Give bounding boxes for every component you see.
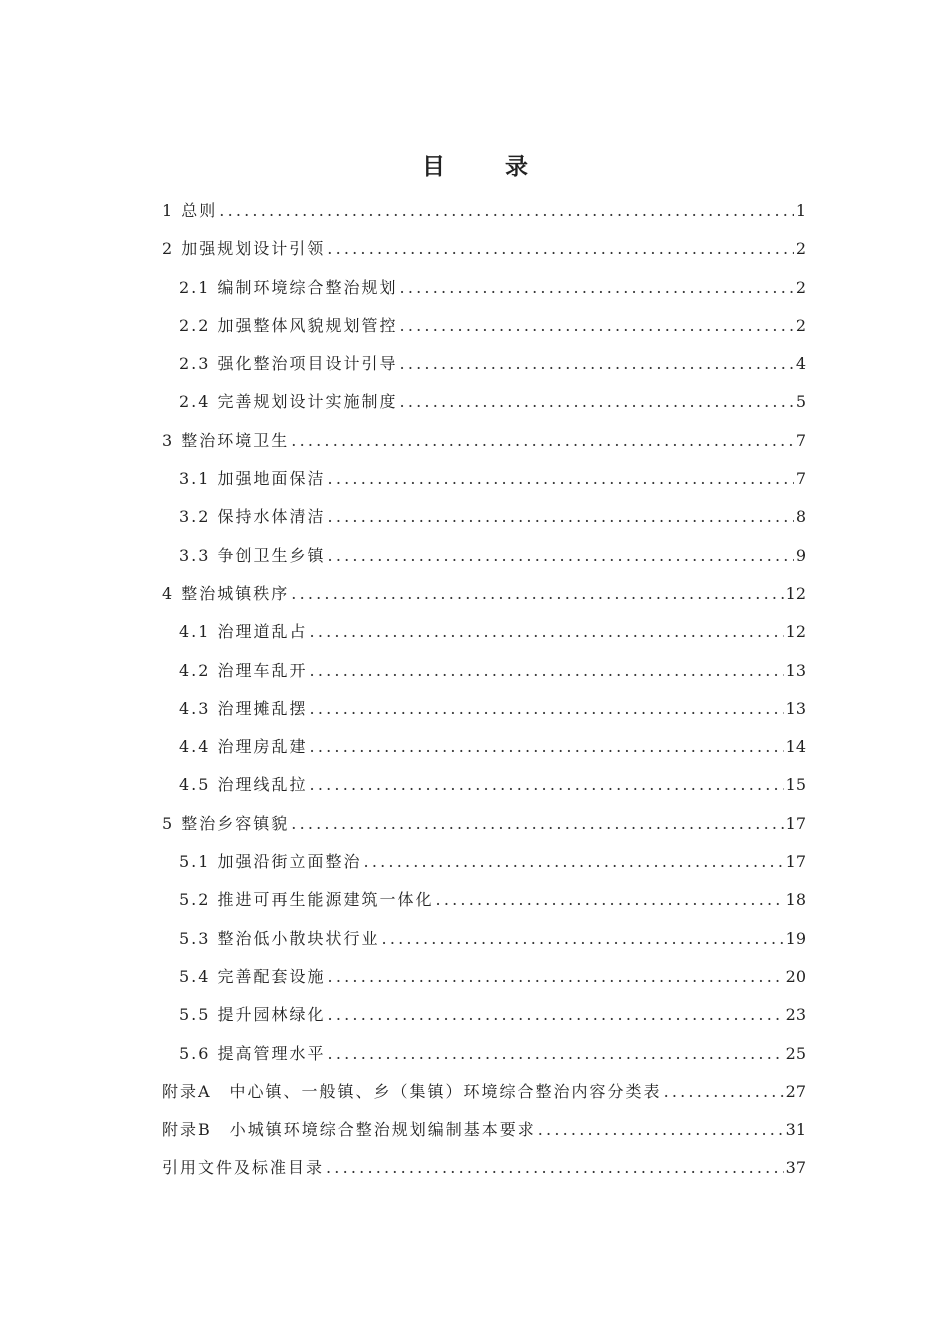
toc-entry-label: 2.2 加强整体风貌规划管控 <box>179 315 398 335</box>
toc-entry-page-number: 14 <box>785 737 806 757</box>
toc-entry-label: 附录A 中心镇、一般镇、乡（集镇）环境综合整治内容分类表 <box>162 1081 662 1101</box>
toc-entry-page-number: 7 <box>795 469 806 489</box>
toc-entry-page-number: 17 <box>785 852 806 872</box>
toc-entry[interactable] <box>162 383 806 421</box>
toc-entry-label: 5.4 完善配套设施 <box>179 966 326 986</box>
toc-dot-leader <box>310 613 784 651</box>
toc-entry-page-number: 5 <box>795 392 806 412</box>
toc-entry-label: 引用文件及标准目录 <box>162 1158 325 1178</box>
toc-dot-leader <box>400 383 794 421</box>
toc-entry-page-number: 15 <box>785 775 806 795</box>
toc-entry-page-number: 7 <box>795 430 806 450</box>
toc-entry-label: 附录B 小城镇环境综合整治规划编制基本要求 <box>162 1120 536 1140</box>
toc-entry-page-number: 2 <box>795 277 806 297</box>
toc-dot-leader <box>382 920 784 958</box>
toc-entry-label: 4.3 治理摊乱摆 <box>179 698 308 718</box>
toc-entry-page-number: 27 <box>785 1081 806 1101</box>
toc-entry-label: 2 加强规划设计引领 <box>162 239 326 259</box>
toc-entry-label: 5.2 推进可再生能源建筑一体化 <box>179 890 434 910</box>
toc-entry-page-number: 18 <box>785 890 806 910</box>
toc-entry[interactable] <box>162 422 806 460</box>
toc-entry-page-number: 4 <box>795 354 806 374</box>
toc-entry-label: 2.4 完善规划设计实施制度 <box>179 392 398 412</box>
toc-dot-leader <box>291 805 783 843</box>
toc-dot-leader <box>436 881 784 919</box>
toc-dot-leader <box>326 1149 784 1187</box>
toc-entry[interactable] <box>162 996 806 1034</box>
toc-dot-leader <box>310 652 784 690</box>
toc-dot-leader <box>400 345 794 383</box>
toc-entry-label: 3.3 争创卫生乡镇 <box>179 545 326 565</box>
toc-entry-label: 1 总则 <box>162 201 218 220</box>
toc-entry-label: 3.1 加强地面保洁 <box>179 469 326 489</box>
toc-entry[interactable] <box>162 460 806 498</box>
toc-entry[interactable] <box>162 192 806 230</box>
toc-entry-label: 3 整治环境卫生 <box>162 430 290 450</box>
toc-entry-label: 5.3 整治低小散块状行业 <box>179 928 380 948</box>
toc-entry-page-number: 2 <box>795 315 806 335</box>
toc-entry-label: 4.5 治理线乱拉 <box>179 775 308 795</box>
toc-entry-page-number: 8 <box>795 507 806 527</box>
toc-entry-page-number: 37 <box>785 1158 806 1178</box>
toc-entry[interactable] <box>162 498 806 536</box>
toc-entry-label: 2.3 强化整治项目设计引导 <box>179 354 398 374</box>
toc-entry-label: 4.2 治理车乱开 <box>179 660 308 680</box>
toc-entry[interactable] <box>162 958 806 996</box>
toc-entry-label: 3.2 保持水体清洁 <box>179 507 326 527</box>
toc-entry-label: 5 整治乡容镇貌 <box>162 813 290 833</box>
toc-entry[interactable] <box>162 575 806 613</box>
toc-dot-leader <box>310 766 784 804</box>
toc-entry[interactable] <box>162 805 806 843</box>
toc-entry-label: 4 整治城镇秩序 <box>162 583 290 603</box>
toc-entry-page-number: 19 <box>785 928 806 948</box>
toc-entry-page-number: 17 <box>785 813 806 833</box>
toc-dot-leader <box>364 843 784 881</box>
toc-entry[interactable] <box>162 1149 806 1187</box>
toc-entry-label: 2.1 编制环境综合整治规划 <box>179 277 398 297</box>
toc-entry-label: 4.4 治理房乱建 <box>179 737 308 757</box>
toc-entry[interactable] <box>162 1111 806 1149</box>
table-of-contents <box>162 192 806 1188</box>
toc-dot-leader <box>327 230 794 268</box>
toc-entry-page-number: 9 <box>795 545 806 565</box>
toc-dot-leader <box>328 460 794 498</box>
toc-entry-label: 4.1 治理道乱占 <box>179 622 308 642</box>
toc-entry[interactable] <box>162 307 806 345</box>
toc-entry-page-number: 1 <box>795 201 806 220</box>
toc-entry-page-number: 13 <box>785 660 806 680</box>
toc-entry[interactable] <box>162 345 806 383</box>
toc-dot-leader <box>664 1073 784 1111</box>
toc-dot-leader <box>400 307 794 345</box>
toc-dot-leader <box>310 728 784 766</box>
toc-dot-leader <box>328 1035 784 1073</box>
toc-dot-leader <box>400 269 794 307</box>
toc-entry-page-number: 31 <box>785 1120 806 1140</box>
toc-dot-leader <box>328 996 784 1034</box>
toc-entry-label: 5.5 提升园林绿化 <box>179 1005 326 1025</box>
toc-entry[interactable] <box>162 537 806 575</box>
toc-entry-label: 5.1 加强沿街立面整治 <box>179 852 362 872</box>
page-title: 目 录 <box>421 153 554 180</box>
toc-entry[interactable] <box>162 881 806 919</box>
toc-entry-page-number: 23 <box>785 1005 806 1025</box>
toc-dot-leader <box>328 537 794 575</box>
toc-entry-page-number: 2 <box>795 239 806 259</box>
toc-entry[interactable] <box>162 652 806 690</box>
toc-entry[interactable] <box>162 613 806 651</box>
toc-dot-leader <box>538 1111 784 1149</box>
toc-entry-page-number: 20 <box>785 966 806 986</box>
toc-entry[interactable] <box>162 230 806 268</box>
toc-dot-leader <box>291 575 783 613</box>
toc-dot-leader <box>310 690 784 728</box>
toc-entry[interactable] <box>162 728 806 766</box>
toc-entry[interactable] <box>162 843 806 881</box>
toc-dot-leader <box>328 498 794 536</box>
toc-dot-leader <box>219 192 794 230</box>
toc-entry[interactable] <box>162 269 806 307</box>
toc-entry[interactable] <box>162 920 806 958</box>
toc-entry[interactable] <box>162 1073 806 1111</box>
toc-entry-page-number: 13 <box>785 698 806 718</box>
toc-entry-page-number: 12 <box>785 583 806 603</box>
toc-entry-label: 5.6 提高管理水平 <box>179 1043 326 1063</box>
toc-entry[interactable] <box>162 766 806 804</box>
toc-entry[interactable] <box>162 690 806 728</box>
toc-entry[interactable] <box>162 1035 806 1073</box>
toc-dot-leader <box>328 958 784 996</box>
toc-entry-page-number: 25 <box>785 1043 806 1063</box>
toc-entry-page-number: 12 <box>785 622 806 642</box>
toc-dot-leader <box>291 422 794 460</box>
